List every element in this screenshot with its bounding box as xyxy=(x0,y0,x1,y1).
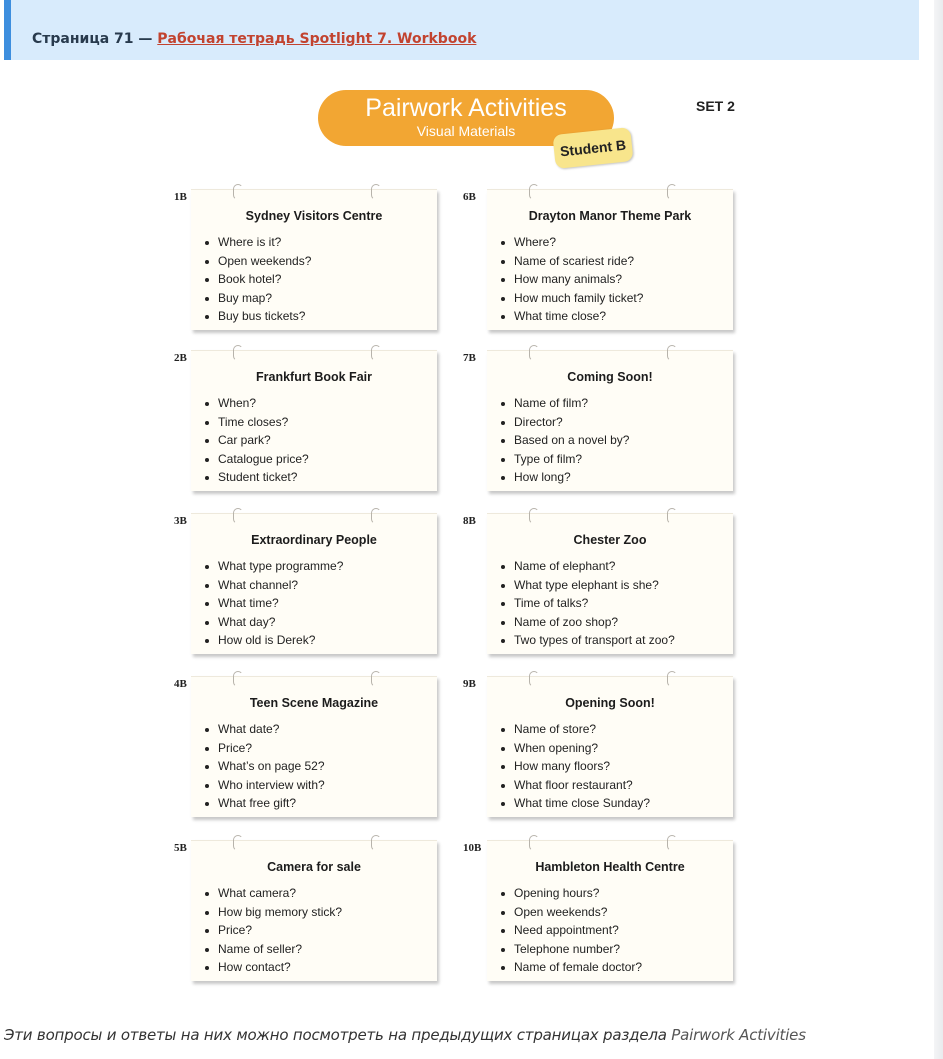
question-card xyxy=(191,840,437,981)
worksheet-title: Pairwork Activities xyxy=(365,94,567,122)
question-item: Catalogue price? xyxy=(203,450,309,469)
question-list xyxy=(203,884,342,977)
question-item: Book hotel? xyxy=(203,270,311,289)
question-list xyxy=(499,884,642,977)
set-label: SET 2 xyxy=(696,98,735,114)
ring-icon xyxy=(233,835,243,851)
question-item: Need appointment? xyxy=(499,921,642,940)
ring-icon xyxy=(667,671,677,687)
ring-icon xyxy=(667,345,677,361)
question-item: Buy bus tickets? xyxy=(203,307,311,326)
ring-icon xyxy=(371,508,381,524)
question-list xyxy=(203,557,343,650)
question-card xyxy=(487,189,733,330)
card-number: 1B xyxy=(174,191,187,203)
question-item: What free gift? xyxy=(203,794,325,813)
ring-icon xyxy=(667,184,677,200)
ring-icon xyxy=(233,345,243,361)
question-item: Name of scariest ride? xyxy=(499,252,643,271)
scrollbar-track[interactable] xyxy=(934,0,943,1059)
question-item: Where is it? xyxy=(203,233,311,252)
question-item: Type of film? xyxy=(499,450,629,469)
question-item: How old is Derek? xyxy=(203,631,343,650)
question-item: What time close Sunday? xyxy=(499,794,650,813)
card-title: Sydney Visitors Centre xyxy=(245,209,383,223)
question-card xyxy=(487,676,733,817)
question-item: What day? xyxy=(203,613,343,632)
question-list xyxy=(203,233,311,326)
question-item: Open weekends? xyxy=(203,252,311,271)
question-list xyxy=(499,233,643,326)
question-item: How contact? xyxy=(203,958,342,977)
question-list xyxy=(499,720,650,813)
question-item: Name of elephant? xyxy=(499,557,675,576)
card-title: Extraordinary People xyxy=(251,533,377,547)
card-title: Drayton Manor Theme Park xyxy=(528,209,692,223)
ring-icon xyxy=(371,184,381,200)
question-item: How long? xyxy=(499,468,629,487)
question-item: Where? xyxy=(499,233,643,252)
ring-icon xyxy=(529,184,539,200)
ring-icon xyxy=(529,835,539,851)
ring-icon xyxy=(371,835,381,851)
question-item: Name of film? xyxy=(499,394,629,413)
question-item: How big memory stick? xyxy=(203,903,342,922)
question-list xyxy=(499,394,629,487)
card-number: 2B xyxy=(174,352,187,364)
question-card xyxy=(487,350,733,491)
question-item: Price? xyxy=(203,739,325,758)
question-item: What camera? xyxy=(203,884,342,903)
question-item: Based on a novel by? xyxy=(499,431,629,450)
question-item: How many animals? xyxy=(499,270,643,289)
question-item: What type programme? xyxy=(203,557,343,576)
question-item: Telephone number? xyxy=(499,940,642,959)
card-number: 9B xyxy=(463,678,476,690)
caption-text: Эти вопросы и ответы на них можно посмотреть на предыдущих страницах раздела xyxy=(4,1026,672,1044)
question-item: Name of seller? xyxy=(203,940,342,959)
card-number: 6B xyxy=(463,191,476,203)
question-item: How much family ticket? xyxy=(499,289,643,308)
question-item: Opening hours? xyxy=(499,884,642,903)
card-title: Hambleton Health Centre xyxy=(535,860,685,874)
card-title: Frankfurt Book Fair xyxy=(256,370,372,384)
card-title: Coming Soon! xyxy=(567,370,653,384)
student-tag-label: Student B xyxy=(559,136,627,160)
ring-icon xyxy=(667,835,677,851)
ring-icon xyxy=(529,671,539,687)
ring-icon xyxy=(529,508,539,524)
worksheet-subtitle: Visual Materials xyxy=(416,123,516,139)
question-card xyxy=(191,676,437,817)
card-number: 8B xyxy=(463,515,476,527)
question-item: When? xyxy=(203,394,309,413)
question-card xyxy=(191,513,437,654)
card-title: Opening Soon! xyxy=(565,696,655,710)
question-item: Name of female doctor? xyxy=(499,958,642,977)
question-item: What date? xyxy=(203,720,325,739)
question-item: What floor restaurant? xyxy=(499,776,650,795)
card-number: 5B xyxy=(174,842,187,854)
question-list xyxy=(203,394,309,487)
question-item: Student ticket? xyxy=(203,468,309,487)
ring-icon xyxy=(371,345,381,361)
question-item: Time of talks? xyxy=(499,594,675,613)
caption-highlight: Pairwork Activities xyxy=(671,1026,806,1044)
card-title: Teen Scene Magazine xyxy=(249,696,379,710)
question-item: Two types of transport at zoo? xyxy=(499,631,675,650)
card-number: 10B xyxy=(463,842,482,854)
question-card xyxy=(487,840,733,981)
question-item: Name of zoo shop? xyxy=(499,613,675,632)
question-item: Car park? xyxy=(203,431,309,450)
question-item: Open weekends? xyxy=(499,903,642,922)
banner-text xyxy=(32,31,476,47)
question-item: Director? xyxy=(499,413,629,432)
question-list xyxy=(203,720,325,813)
question-item: Time closes? xyxy=(203,413,309,432)
question-list xyxy=(499,557,675,650)
card-title: Camera for sale xyxy=(267,860,361,874)
question-item: What time close? xyxy=(499,307,643,326)
question-item: What channel? xyxy=(203,576,343,595)
ring-icon xyxy=(529,345,539,361)
ring-icon xyxy=(233,184,243,200)
question-item: Buy map? xyxy=(203,289,311,308)
question-item: When opening? xyxy=(499,739,650,758)
question-item: What’s on page 52? xyxy=(203,757,325,776)
banner-prefix: Страница 71 — xyxy=(32,31,158,47)
question-item: What time? xyxy=(203,594,343,613)
card-title: Chester Zoo xyxy=(573,533,647,547)
question-card xyxy=(191,350,437,491)
ring-icon xyxy=(371,671,381,687)
ring-icon xyxy=(667,508,677,524)
question-item: Name of store? xyxy=(499,720,650,739)
question-card xyxy=(191,189,437,330)
question-item: What type elephant is she? xyxy=(499,576,675,595)
ring-icon xyxy=(233,508,243,524)
question-item: Who interview with? xyxy=(203,776,325,795)
page-banner xyxy=(4,0,919,60)
card-number: 4B xyxy=(174,678,187,690)
card-number: 7B xyxy=(463,352,476,364)
question-item: Price? xyxy=(203,921,342,940)
ring-icon xyxy=(233,671,243,687)
caption xyxy=(4,1026,806,1044)
workbook-link[interactable]: Рабочая тетрадь Spotlight 7. Workbook xyxy=(157,31,477,47)
question-card xyxy=(487,513,733,654)
student-tag xyxy=(552,127,633,169)
card-number: 3B xyxy=(174,515,187,527)
question-item: How many floors? xyxy=(499,757,650,776)
